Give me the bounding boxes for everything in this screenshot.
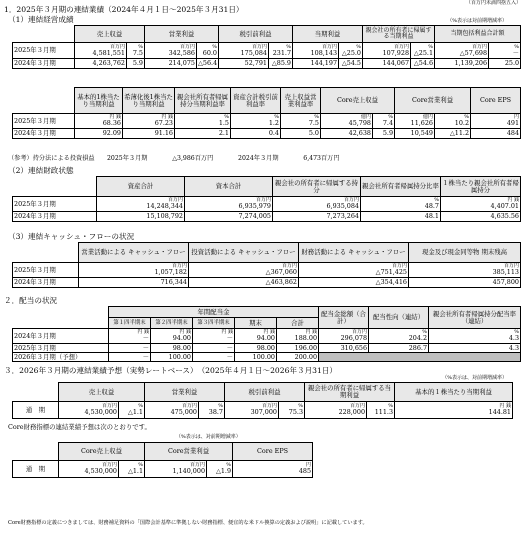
header-owners-profit: 親会社の所有者に帰属する当期利益: [363, 26, 435, 43]
cell: △1.1: [127, 467, 144, 475]
row-label: 通 期: [13, 461, 59, 478]
unit: 百万円: [261, 403, 277, 409]
header-comprehensive-income: 当期包括利益合計額: [435, 26, 521, 43]
header-diluted-eps: 希薄化後1株当たり当期利益: [123, 88, 175, 114]
unit: %: [274, 114, 279, 120]
core-note: （%表示は、対前期増減率）: [176, 434, 241, 440]
cell: 45,798: [348, 119, 371, 127]
unit: 百万円: [350, 403, 366, 409]
cell: 1,139,206: [435, 59, 489, 69]
header-operating-profit: 営業利益: [145, 383, 225, 402]
unit: 円 銭: [499, 403, 512, 409]
row-label: 2024年３月期: [13, 59, 75, 69]
cell: 6,935,979: [238, 202, 271, 210]
header-year-end: 期末: [235, 318, 277, 329]
unit: 円 銭: [221, 329, 233, 335]
cell: △367,060: [265, 268, 297, 276]
cell: 98.00: [151, 344, 193, 353]
unit: 百万円: [179, 43, 195, 50]
unit: 百万円: [190, 462, 206, 468]
cell: 214,075: [145, 59, 197, 69]
cell: 7.5: [132, 48, 143, 57]
cell: △463,862: [189, 278, 299, 288]
unit: 円 銭: [161, 114, 173, 120]
unit: 百万円: [255, 197, 271, 203]
cell: 4,635.56: [441, 212, 521, 222]
cell: 7.5: [308, 119, 319, 127]
cell: △85.9: [269, 59, 293, 69]
cell: 94.00: [256, 334, 275, 342]
header-total-assets: 資産合計: [97, 177, 185, 197]
section1-title: 1．2025年３月期の連結業績（2024年４月１日～2025年３月31日）: [4, 5, 244, 14]
unit: %: [138, 462, 144, 468]
cell: －: [193, 344, 235, 353]
cell: 1,140,000: [172, 467, 206, 475]
table-row: [13, 344, 521, 353]
unit: 百万円: [181, 403, 197, 409]
sub1-note: （%表示は対前期増減率）: [447, 18, 507, 24]
unit: 百万円: [343, 197, 359, 203]
header-basic-eps: 基本的1株当たり当期利益: [75, 88, 123, 114]
unit: 百万円: [391, 263, 407, 269]
table-row: [13, 43, 521, 59]
cell: 231.7: [272, 48, 292, 57]
cell: 307,000: [250, 408, 277, 416]
sub2-title: （2）連結財政状態: [8, 166, 74, 175]
header-total-equity: 資本合計: [185, 177, 273, 197]
table-row: [13, 402, 513, 419]
cell: 100.00: [235, 353, 277, 362]
cell: 1.2: [268, 119, 279, 127]
cell: 5.0: [281, 129, 321, 139]
unit: 億円: [423, 114, 434, 120]
sub3-title: （3）連結キャッシュ・フローの状況: [8, 232, 135, 241]
cell: 188.00: [294, 334, 318, 342]
cell: △1.9: [215, 467, 232, 475]
unit: 百万円: [322, 43, 338, 50]
cell: 2.1: [175, 129, 231, 139]
unit: %: [388, 114, 394, 120]
table-row: [13, 212, 521, 222]
unit: %: [314, 114, 319, 120]
unit: 百万円: [167, 197, 183, 203]
cell: △25.0: [341, 48, 362, 57]
cell: 484: [471, 129, 521, 139]
row-label: 2025年３月期: [13, 197, 97, 212]
unit: 円 銭: [137, 329, 149, 335]
header-owners-profit: 親会社の所有者に帰属する当期利益: [305, 383, 395, 402]
cell: －: [226, 334, 233, 342]
cell: 7.4: [382, 119, 394, 127]
cell: 10.2: [454, 119, 470, 127]
dividend-table: [12, 306, 521, 362]
cell: 6,935,084: [326, 202, 359, 210]
cell: －: [512, 48, 520, 57]
rounding-note: （百万円未満四捨五入）: [465, 0, 521, 6]
cell: 52,791: [219, 59, 269, 69]
cell: 94.00: [172, 334, 191, 342]
cell: 716,344: [79, 278, 189, 288]
cashflow-table: [12, 242, 521, 288]
cell: 7,274,005: [185, 212, 273, 222]
cell: △1.1: [127, 408, 143, 416]
cell: 75.3: [288, 408, 304, 416]
header-net-profit: 当期利益: [293, 26, 363, 43]
cell: 4,581,551: [92, 48, 125, 57]
per-share-table: [12, 87, 521, 139]
header-q3: 第３四半期末: [193, 318, 235, 329]
unit: %: [356, 43, 362, 50]
cell: 60.0: [202, 48, 217, 57]
table-row: [13, 461, 313, 478]
header-core-op: Core営業利益: [395, 88, 471, 114]
header-core-revenue: Core売上収益: [59, 443, 145, 461]
cell: 48.7: [424, 202, 439, 210]
cell: 475,000: [170, 408, 197, 416]
row-label: 2024年３月期: [13, 329, 109, 344]
unit: %: [226, 462, 232, 468]
unit: 百万円: [109, 43, 125, 50]
cell: 4,263,762: [75, 59, 127, 69]
cell: 144,067: [363, 59, 411, 69]
cell: 144,197: [293, 59, 339, 69]
unit: 円 銭: [179, 329, 191, 335]
header-core-eps: Core EPS: [471, 88, 521, 114]
cell: 175,084: [240, 48, 267, 57]
cell: 296,078: [340, 334, 368, 342]
core-intro: Core財務指標の連結業績予想は次のとおりです。: [8, 423, 151, 431]
sub1-title: （1）連結経営成績: [8, 15, 74, 24]
unit: 円 銭: [305, 329, 318, 335]
table-row: [13, 129, 521, 139]
header-op-margin: 売上収益営業利益率: [281, 88, 321, 114]
header-cash-balance: 現金及び現金同等物 期末残高: [409, 243, 521, 263]
cell: －: [193, 353, 235, 362]
unit: %: [434, 197, 439, 203]
cell: △11.2: [435, 129, 471, 139]
header-annual-dividend: 年間配当金: [109, 307, 319, 318]
unit: %: [464, 114, 470, 120]
cell: 4.3: [508, 334, 520, 342]
cell: 14,248,344: [146, 202, 183, 210]
cell: 111.3: [374, 408, 394, 416]
table-row: [13, 353, 521, 362]
unit: %: [514, 43, 520, 50]
cell: △57,698: [459, 48, 488, 57]
unit: %: [428, 43, 434, 50]
cell: 1.5: [218, 119, 229, 127]
cell: 228,000: [338, 408, 366, 416]
cell: 5.9: [127, 59, 145, 69]
header-q2: 第２四半期末: [151, 318, 193, 329]
cell: 5.9: [373, 129, 395, 139]
section3-note: （%表示は、対前期増減率）: [442, 375, 507, 381]
cell: 342,586: [168, 48, 195, 57]
unit: 円 銭: [109, 114, 121, 120]
cell: △354,416: [299, 278, 409, 288]
cell: 91.16: [123, 129, 175, 139]
core-forecast-table: [12, 442, 313, 478]
header-equity-ratio: 親会社所有者帰属持分比率: [361, 177, 441, 197]
header-basic-eps: 基本的１株当たり当期利益: [395, 383, 513, 402]
header-pretax-profit: 税引前利益: [219, 26, 293, 43]
header-total: 合計: [277, 318, 319, 329]
cell: 98.00: [235, 344, 277, 353]
header-doe: 親会社所有者帰属持分配当率（連結）: [429, 307, 521, 329]
unit: 百万円: [251, 43, 267, 50]
unit: %: [138, 43, 143, 50]
table-row: [13, 263, 521, 278]
section3-title: ３．2026年３月期の連結業績予想（実勢レートベース） （2025年４月１日～2026年３月31日）: [4, 366, 338, 375]
cell: 310,656: [319, 344, 369, 353]
header-q1: 第１四半期末: [109, 318, 151, 329]
unit: 百万円: [394, 43, 410, 50]
header-investing-cf: 投資活動による キャッシュ・フロー: [189, 243, 299, 263]
cell: 100.00: [151, 353, 193, 362]
unit: %: [212, 43, 217, 50]
cell: 25.0: [489, 59, 521, 69]
header-core-eps: Core EPS: [233, 443, 313, 461]
cell: 11,626: [410, 119, 434, 127]
cell: 68.36: [102, 119, 121, 127]
header-owners-equity: 親会社の所有者に帰属する持分: [273, 177, 361, 197]
cell: 457,800: [409, 278, 521, 288]
unit: %: [224, 114, 229, 120]
unit: 円 銭: [263, 329, 275, 335]
cell: 385,113: [492, 268, 519, 276]
cell: －: [142, 334, 149, 342]
table-row: [13, 329, 521, 344]
unit: 円: [514, 114, 520, 120]
cell: 15,108,792: [97, 212, 185, 222]
cell: 107,928: [382, 48, 410, 57]
header-pretax-profit: 税引前利益: [225, 383, 305, 402]
header-total-dividends: 配当金総額（合計）: [319, 307, 369, 329]
unit: %: [422, 329, 428, 335]
header-financing-cf: 財務活動による キャッシュ・フロー: [299, 243, 409, 263]
unit: 百万円: [281, 263, 297, 269]
cell: 491: [506, 119, 520, 127]
cell: △56.4: [198, 59, 218, 67]
unit: 百万円: [352, 329, 368, 335]
cell: 42,638: [321, 129, 373, 139]
row-label: 2024年３月期: [13, 212, 97, 222]
forecast-blank-cell: [319, 353, 521, 362]
cell: △751,425: [375, 268, 407, 276]
cell: 485: [298, 467, 312, 475]
row-label: 2025年３月期: [13, 263, 79, 278]
cell: 204.2: [408, 334, 428, 342]
unit: %: [218, 403, 223, 409]
operating-results-table: [12, 25, 521, 69]
table-row: [13, 114, 521, 129]
table-row: [13, 278, 521, 288]
header-roe: 親会社所有者帰属持分当期利益率: [175, 88, 231, 114]
unit: %: [298, 403, 304, 409]
cell: 196.00: [277, 344, 319, 353]
cell: －: [109, 344, 151, 353]
row-label: 2025年３月期: [13, 43, 75, 59]
table-row: [13, 197, 521, 212]
financial-position-table: [12, 176, 521, 222]
unit: %: [138, 403, 143, 409]
header-roa: 資産合計税引前利益率: [231, 88, 281, 114]
row-label: 2026年３月期（予想）: [13, 353, 109, 362]
cell: 4.3: [429, 344, 521, 353]
header-revenue: 売上収益: [59, 383, 145, 402]
footnote: Core財務指標の定義につきましては、財務補足資料の「国際会計基準に準拠しない財務指標、便宜的な米ドル換算の定義および説明」に記載しています。: [8, 520, 368, 526]
table-row: [13, 59, 521, 69]
forecast-table: [12, 382, 513, 419]
unit: 百万円: [503, 263, 519, 269]
cell: 200.00: [277, 353, 319, 362]
cell: 286.7: [369, 344, 429, 353]
unit: %: [514, 329, 520, 335]
cell: －: [109, 353, 151, 362]
cell: 1,057,182: [154, 268, 187, 276]
cell: △54.6: [411, 59, 435, 69]
unit: 円: [306, 462, 312, 468]
unit: 円 銭: [507, 197, 519, 203]
cell: 108,143: [310, 48, 338, 57]
header-operating-cf: 営業活動による キャッシュ・フロー: [79, 243, 189, 263]
section2-title: ２．配当の状況: [4, 296, 58, 305]
cell: 38.7: [208, 408, 223, 416]
cell: 7,273,264: [273, 212, 361, 222]
cell: 48.1: [361, 212, 441, 222]
unit: 百万円: [101, 462, 117, 468]
cell: 4,407.01: [490, 202, 519, 210]
cell: 10,549: [395, 129, 435, 139]
header-core-op: Core営業利益: [145, 443, 233, 461]
unit: 百万円: [101, 403, 117, 409]
header-operating-profit: 営業利益: [145, 26, 219, 43]
unit: %: [286, 43, 292, 50]
cell: △54.5: [339, 59, 363, 69]
cell: △25.1: [413, 48, 434, 57]
cell: 92.09: [75, 129, 123, 139]
equity-method-note: （参考）持分法による投資損益 2025年３月期 △3,986百万円 2024年３月期 6,473百万円: [8, 155, 340, 162]
cell: 67.23: [154, 119, 173, 127]
cell: 0.4: [231, 129, 281, 139]
cell: 144.81: [488, 408, 512, 416]
row-label: 2024年３月期: [13, 278, 79, 288]
cell: 4,530,000: [84, 467, 117, 475]
row-label: 通 期: [13, 402, 59, 419]
unit: 百万円: [171, 263, 187, 269]
header-payout-ratio: 配当性向（連結）: [369, 307, 429, 329]
unit: %: [388, 403, 394, 409]
row-label: 2025年３月期: [13, 114, 75, 129]
unit: 百万円: [472, 43, 488, 50]
header-bps: １株当たり親会社所有者帰属持分: [441, 177, 521, 197]
row-label: 2025年３月期: [13, 344, 109, 353]
unit: 億円: [360, 114, 371, 120]
cell: 4,530,000: [84, 408, 117, 416]
header-revenue: 売上収益: [75, 26, 145, 43]
row-label: 2024年３月期: [13, 129, 75, 139]
header-core-revenue: Core売上収益: [321, 88, 395, 114]
